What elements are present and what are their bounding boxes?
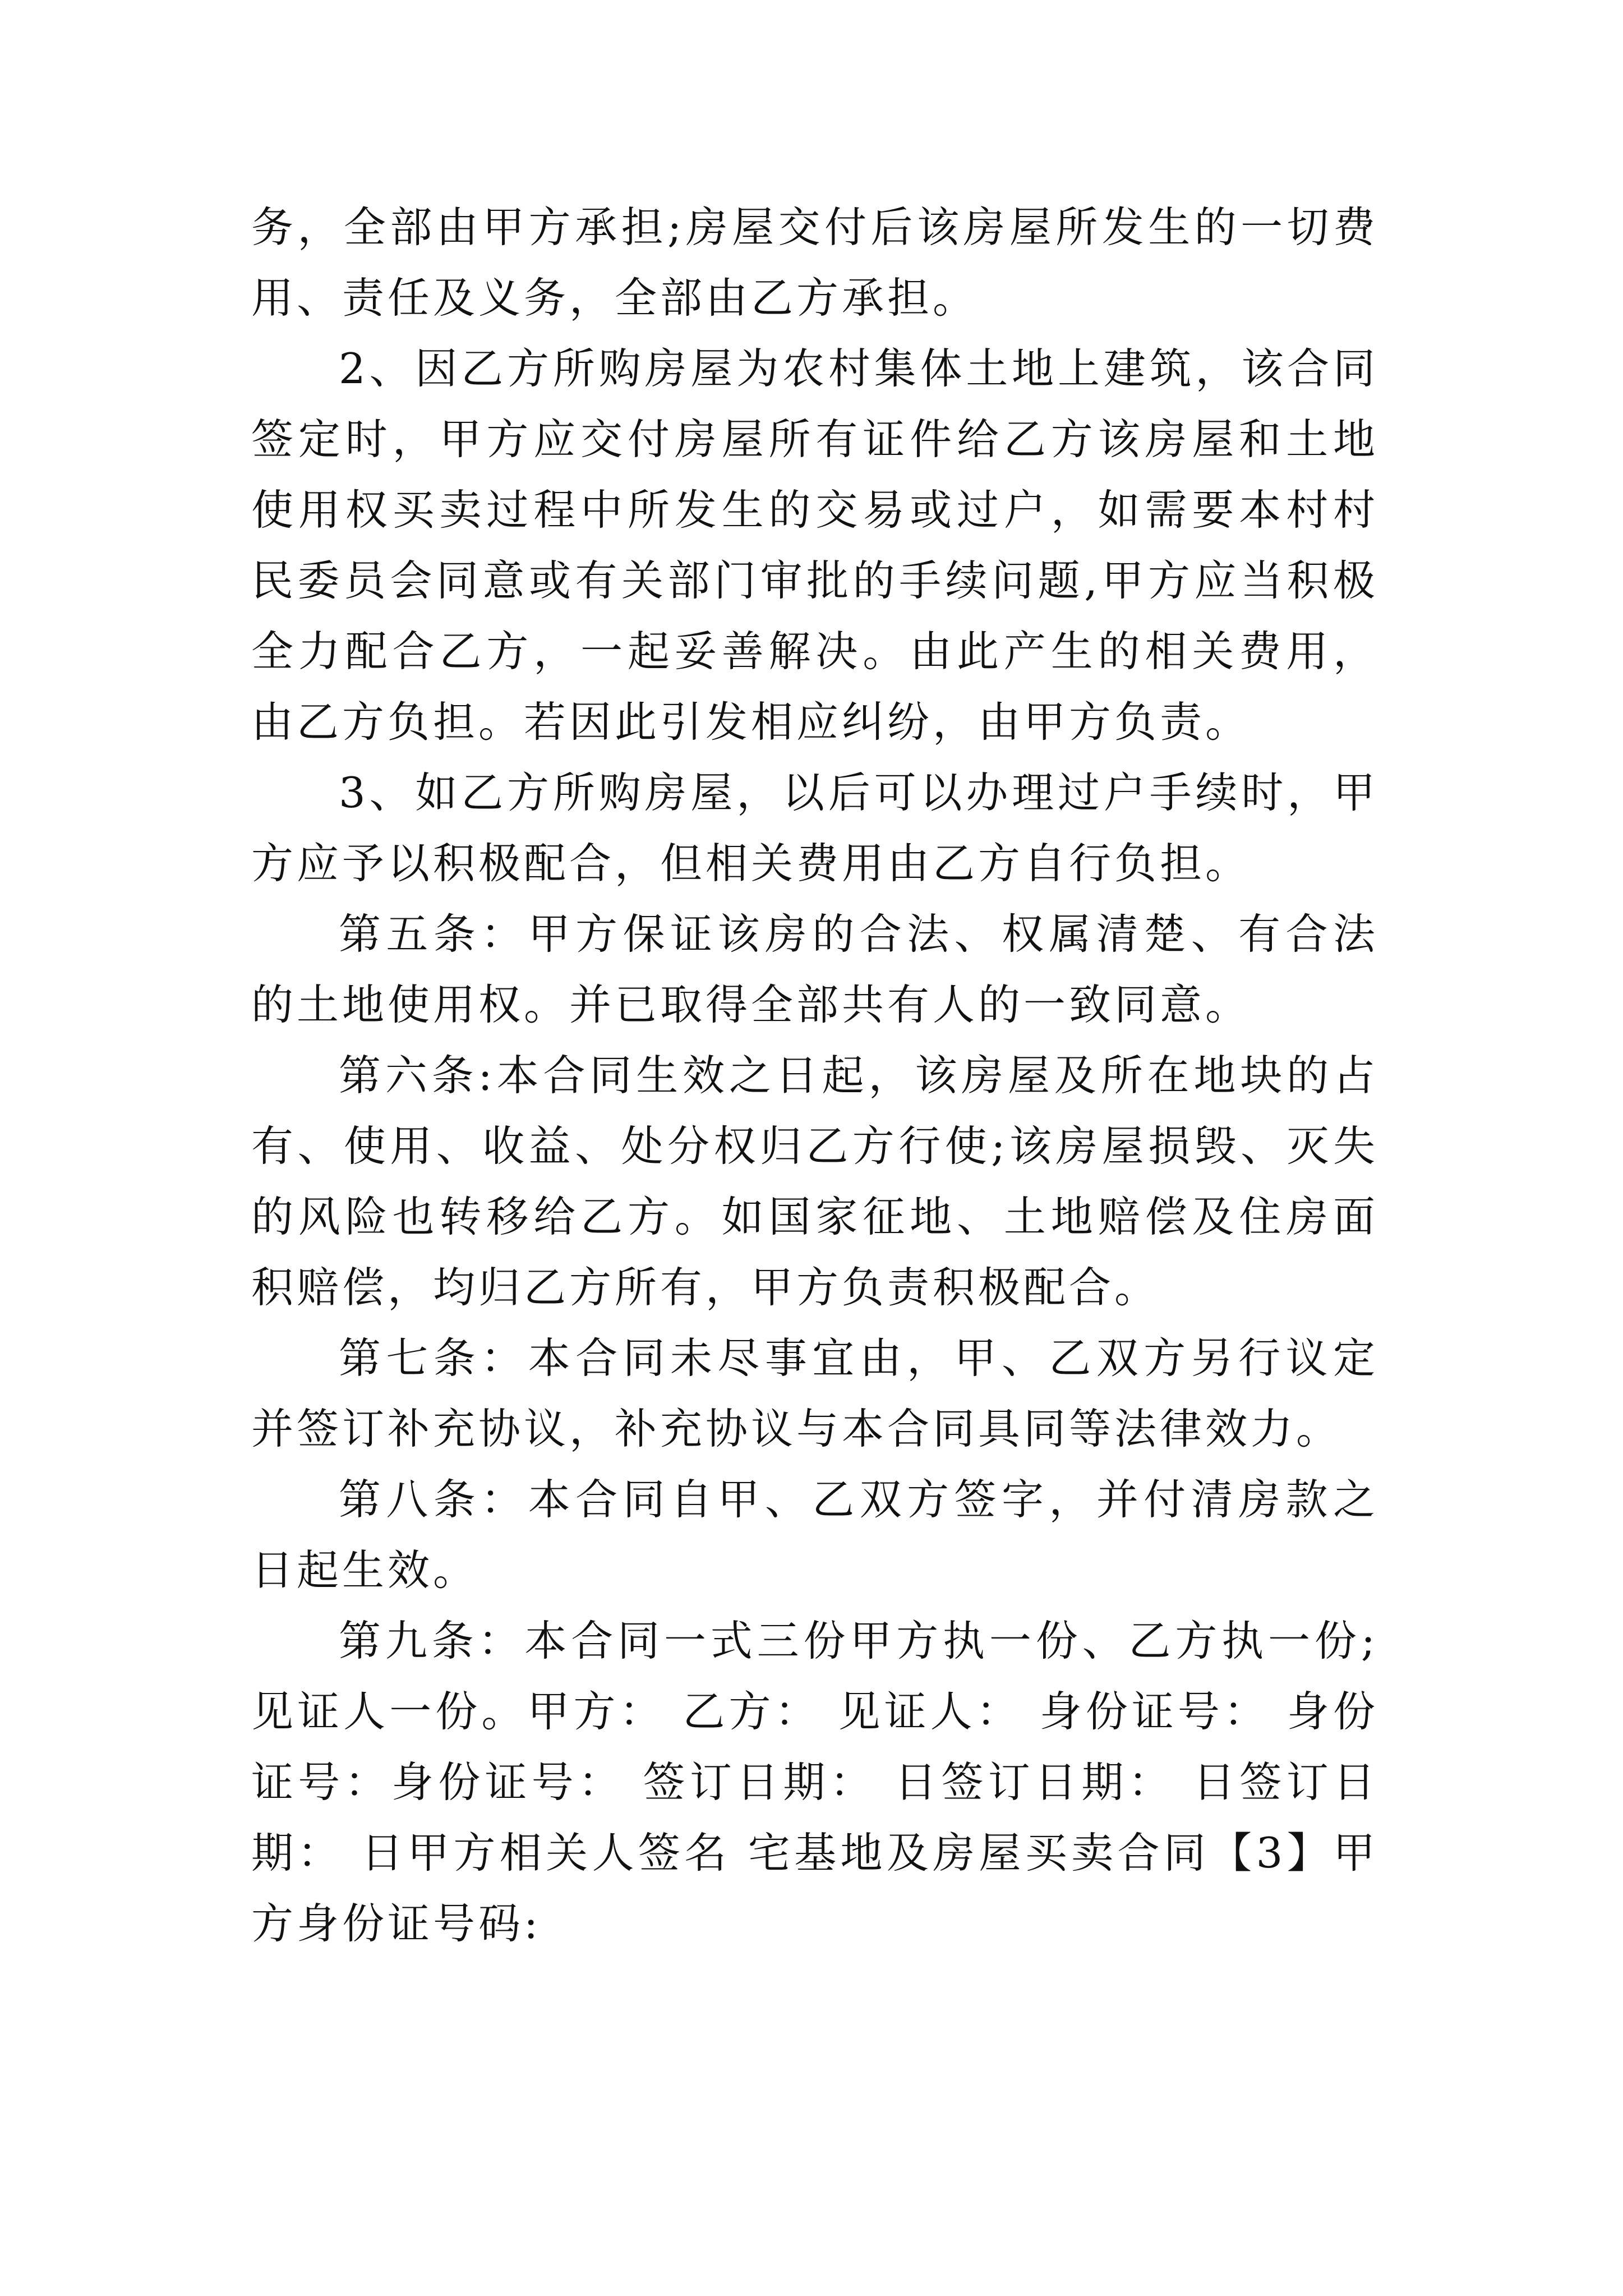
paragraph-article-7: 第七条：本合同未尽事宜由，甲、乙双方另行议定并签订补充协议，补充协议与本合同具同等法律效力。: [251, 1333, 1378, 1453]
paragraph-clause-4-3: 3、如乙方所购房屋，以后可以办理过户手续时，甲方应予以积极配合，但相关费用由乙方自行负担。: [251, 768, 1378, 888]
paragraph-clause-4-2: 2、因乙方所购房屋为农村集体土地上建筑，该合同签定时，甲方应交付房屋所有证件给乙方该房屋和土地使用权买卖过程中所发生的交易或过户，如需要本村村民委员会同意或有关部门审批的手续问题,甲方应当积极全力配合乙方，一起妥善解决。由此产生的相关费用，由乙方负担。若因此引发相应纠纷，由甲方负责。: [251, 344, 1378, 747]
paragraph-article-8: 第八条：本合同自甲、乙双方签字，并付清房款之日起生效。: [251, 1475, 1378, 1595]
paragraph-article-5: 第五条：甲方保证该房的合法、权属清楚、有合法的土地使用权。并已取得全部共有人的一致同意。: [251, 909, 1378, 1029]
paragraph-article-6: 第六条:本合同生效之日起，该房屋及所在地块的占有、使用、收益、处分权归乙方行使;该房屋损毁、灭失的风险也转移给乙方。如国家征地、土地赔偿及住房面积赔偿，均归乙方所有，甲方负责积极配合。: [251, 1051, 1378, 1312]
document-body: [251, 192, 1378, 1959]
paragraph-article-9: 第九条：本合同一式三份甲方执一份、乙方执一份;见证人一份。甲方： 乙方： 见证人： 身份证号： 身份证号：身份证号： 签订日期： 日签订日期： 日签订日期： 日甲方相关人签名 宅基地及房屋买卖合同【3】甲方身份证号码:: [251, 1616, 1378, 1948]
paragraph-continuation: 务，全部由甲方承担;房屋交付后该房屋所发生的一切费用、责任及义务，全部由乙方承担。: [251, 203, 1378, 323]
